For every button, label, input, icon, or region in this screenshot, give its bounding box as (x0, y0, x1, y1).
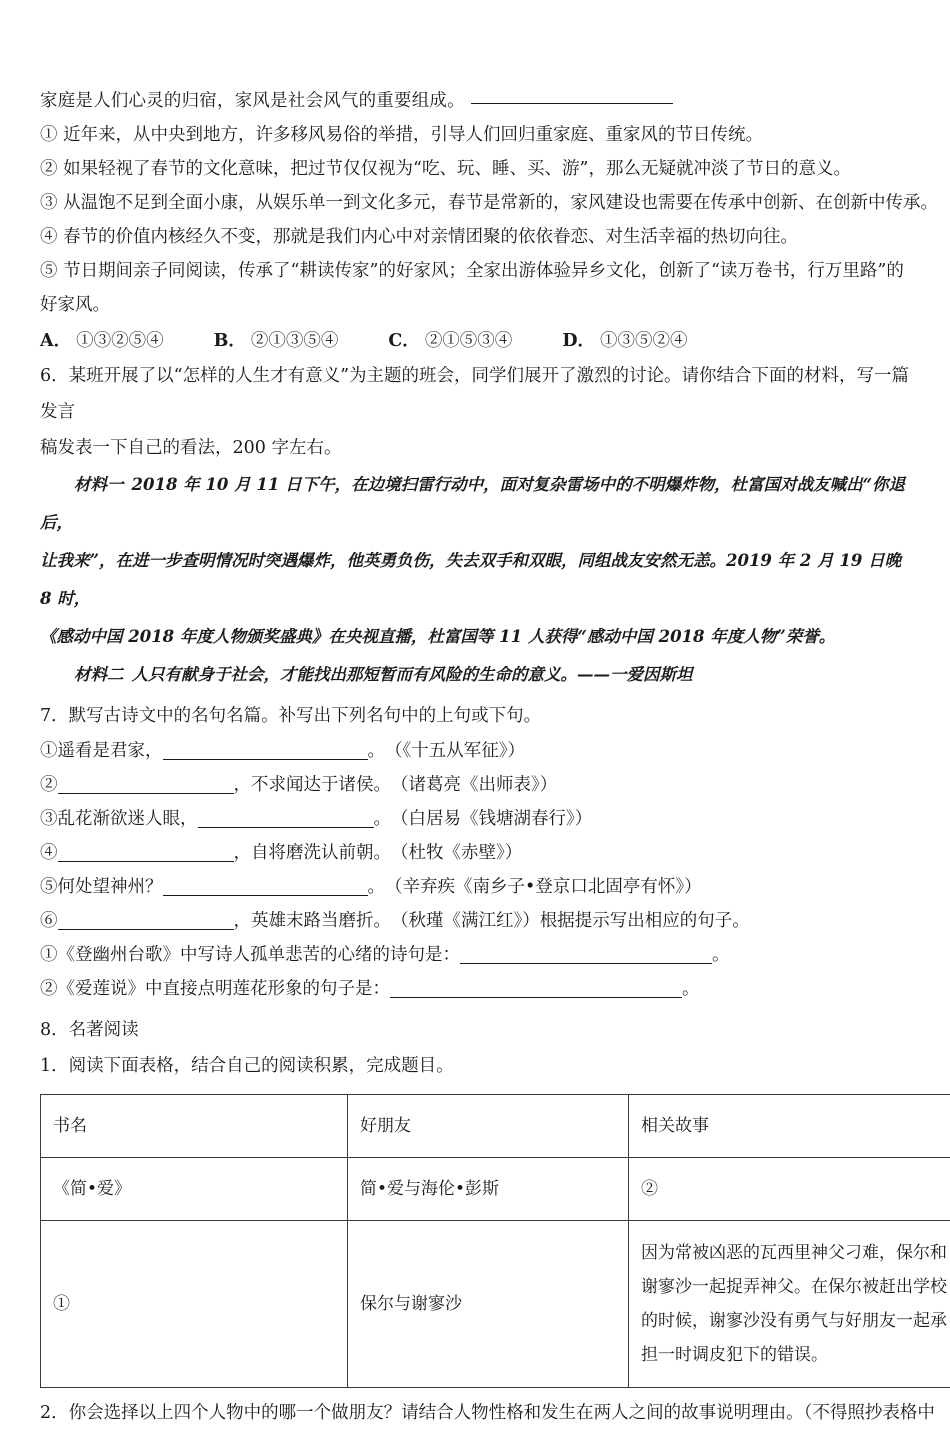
option-b-value: ②①③⑤④ (251, 331, 339, 351)
material-one-label: 材料一 (74, 475, 124, 494)
material-one-text-1: 2018 年 10 月 11 日下午，在边境扫雷行动中，面对复杂雷场中的不明爆炸物，杜富国对战友喊出“你退后， (40, 475, 905, 532)
q7-item-5-before: 何处望神州？ (58, 877, 163, 897)
q7-item-4-mark: ④ (40, 843, 58, 863)
q7-item-4-source: （杜牧《赤壁》） (400, 843, 523, 863)
row2-friend: 保尔与谢寥沙 (348, 1221, 629, 1388)
question-7-prompt-line (40, 698, 910, 734)
material-two-text: 人只有献身于社会，才能找出那短暂而有风险的生命的意义。——一爱因斯坦 (132, 665, 693, 684)
question-8-sub2-number: 2． (40, 1403, 69, 1423)
q7-item-1-after: 。 (368, 741, 377, 761)
q7-subitem-1 (40, 938, 910, 972)
q7-item-6-blank[interactable] (58, 914, 234, 930)
q7-item-3-after: 。 (374, 809, 383, 829)
passage-lead-text: 家庭是人们心灵的归宿，家风是社会风气的重要组成。 (40, 91, 465, 111)
q7-subitem-1-mark: ① (40, 945, 58, 965)
question-8-title: 名著阅读 (69, 1020, 139, 1040)
q7-item-3-before: 乱花渐欲迷人眼， (58, 809, 198, 829)
question-8-number: 8． (40, 1020, 69, 1040)
q7-item-5-source: （辛弃疾《南乡子•登京口北固亭有怀》） (394, 877, 702, 897)
question-7-number: 7． (40, 706, 69, 726)
q7-subitem-2-blank[interactable] (390, 982, 682, 998)
question-8-sub2-line (40, 1396, 910, 1430)
q7-item-2-blank[interactable] (58, 778, 234, 794)
table-header-row (41, 1095, 950, 1158)
option-b[interactable] (214, 324, 339, 358)
q7-item-3-mark: ③ (40, 809, 58, 829)
q7-item-5-after: 。 (368, 877, 377, 897)
passage-sentence-1: ① 近年来，从中央到地方，许多移风易俗的举措，引导人们回归重家庭、重家风的节日传统。 (40, 118, 910, 152)
q7-item-4-blank[interactable] (58, 846, 234, 862)
option-c[interactable] (388, 324, 512, 358)
option-b-key: B． (214, 331, 246, 351)
table-header-friend: 好朋友 (348, 1095, 629, 1158)
passage-sentence-5-cont: 好家风。 (40, 288, 910, 322)
material-one-line-1 (40, 466, 910, 542)
option-d-key: D． (562, 331, 595, 351)
question-8-sub1-text: 阅读下面表格，结合自己的阅读积累，完成题目。 (69, 1056, 454, 1076)
row2-story: 因为常被凶恶的瓦西里神父刁难，保尔和谢寥沙一起捉弄神父。在保尔被赶出学校的时候，谢寥沙没有勇气与好朋友一起承担一时调皮犯下的错误。 (629, 1221, 950, 1388)
passage-lead-line (40, 84, 910, 118)
q7-item-3-source: （白居易《钱塘湖春行》） (400, 809, 593, 829)
option-d-value: ①③⑤②④ (600, 331, 688, 351)
q7-item-1-blank[interactable] (163, 744, 368, 760)
q7-item-6-after: ，英雄末路当磨折。 (234, 911, 383, 931)
q7-item-2-after: ，不求闻达于诸侯。 (234, 775, 383, 795)
q7-item-4 (40, 836, 910, 870)
table-row (41, 1158, 950, 1221)
q7-item-1 (40, 734, 910, 768)
table-header-book: 书名 (41, 1095, 348, 1158)
q7-item-2-source: （诸葛亮《出师表》） (400, 775, 558, 795)
q7-item-3 (40, 802, 910, 836)
material-one-line-2: 让我来”，在进一步查明情况时突遇爆炸，他英勇负伤，失去双手和双眼，同组战友安然无恙。2019 年 2 月 19 日晚 8 时， (40, 542, 910, 618)
q7-item-6-source: （秋瑾《满江红》）根据提示写出相应的句子。 (400, 911, 750, 931)
passage-sentence-3: ③ 从温饱不足到全面小康，从娱乐单一到文化多元，春节是常新的，家风建设也需要在传承中创新、在创新中传承。 (40, 186, 910, 220)
question-7-prompt: 默写古诗文中的名句名篇。补写出下列名句中的上句或下句。 (69, 706, 542, 726)
option-a[interactable] (40, 324, 164, 358)
q7-subitem-2-mark: ② (40, 979, 58, 999)
row2-book: ① (41, 1221, 348, 1388)
row1-book: 《简•爱》 (41, 1158, 348, 1221)
row1-story: ② (629, 1158, 950, 1221)
option-c-key: C． (388, 331, 419, 351)
option-a-value: ①③②⑤④ (76, 331, 164, 351)
q7-item-6 (40, 904, 910, 938)
table-row (41, 1221, 950, 1388)
question-6-text-1: 某班开展了以“怎样的人生才有意义”为主题的班会，同学们展开了激烈的讨论。请你结合下面的材料，写一篇发言 (40, 366, 909, 422)
q7-subitem-1-after: 。 (712, 945, 730, 965)
q7-subitem-1-blank[interactable] (460, 948, 712, 964)
option-c-value: ②①⑤③④ (425, 331, 513, 351)
q7-item-3-blank[interactable] (198, 812, 374, 828)
q7-subitem-2-text: 《爱莲说》中直接点明莲花形象的句子是： (58, 979, 391, 999)
answer-options (40, 324, 910, 358)
passage-sentence-2: ② 如果轻视了春节的文化意味，把过节仅仅视为“吃、玩、睡、买、游”，那么无疑就冲淡了节日的意义。 (40, 152, 910, 186)
option-d[interactable] (562, 324, 687, 358)
material-one-line-3: 《感动中国 2018 年度人物颁奖盛典》在央视直播，杜富国等 11 人获得“感动中国 2018 年度人物”荣誉。 (40, 618, 910, 656)
table-header-story: 相关故事 (629, 1095, 950, 1158)
page-content (40, 84, 910, 1430)
q7-item-2 (40, 768, 910, 802)
question-8-sub1-line (40, 1048, 910, 1084)
question-8-sub1-number: 1． (40, 1056, 69, 1076)
passage-sentence-4: ④ 春节的价值内核经久不变，那就是我们内心中对亲情团聚的依依眷恋、对生活幸福的热切向往。 (40, 220, 910, 254)
question-6-line-2: 稿发表一下自己的看法，200 字左右。 (40, 430, 910, 466)
question-6-line-1 (40, 358, 910, 430)
material-two-label: 材料二 (74, 665, 124, 684)
passage-sentence-5: ⑤ 节日期间亲子同阅读，传承了“耕读传家”的好家风；全家出游体验异乡文化，创新了“读万卷书，行万里路”的 (40, 254, 910, 288)
q7-item-6-mark: ⑥ (40, 911, 58, 931)
question-8-sub2-text: 你会选择以上四个人物中的哪一个做朋友？请结合人物性格和发生在两人之间的故事说明理由。（不得照抄表格中 (69, 1403, 935, 1423)
q7-item-5-blank[interactable] (163, 880, 368, 896)
option-a-key: A． (40, 331, 71, 351)
q7-item-1-before: 遥看是君家， (58, 741, 163, 761)
q7-item-5 (40, 870, 910, 904)
question-6-number: 6． (40, 366, 69, 386)
q7-item-1-source: （《十五从军征》） (394, 741, 525, 761)
q7-item-1-mark: ① (40, 741, 58, 761)
question-8-title-line (40, 1012, 910, 1048)
passage-lead-blank[interactable] (471, 91, 673, 104)
q7-item-2-mark: ② (40, 775, 58, 795)
material-two-line (40, 656, 910, 694)
q7-item-5-mark: ⑤ (40, 877, 58, 897)
q7-subitem-1-text: 《登幽州台歌》中写诗人孤单悲苦的心绪的诗句是： (58, 945, 461, 965)
q7-item-4-after: ，自将磨洗认前朝。 (234, 843, 383, 863)
q7-subitem-2 (40, 972, 910, 1006)
q7-subitem-2-after: 。 (682, 979, 700, 999)
row1-friend: 简•爱与海伦•彭斯 (348, 1158, 629, 1221)
